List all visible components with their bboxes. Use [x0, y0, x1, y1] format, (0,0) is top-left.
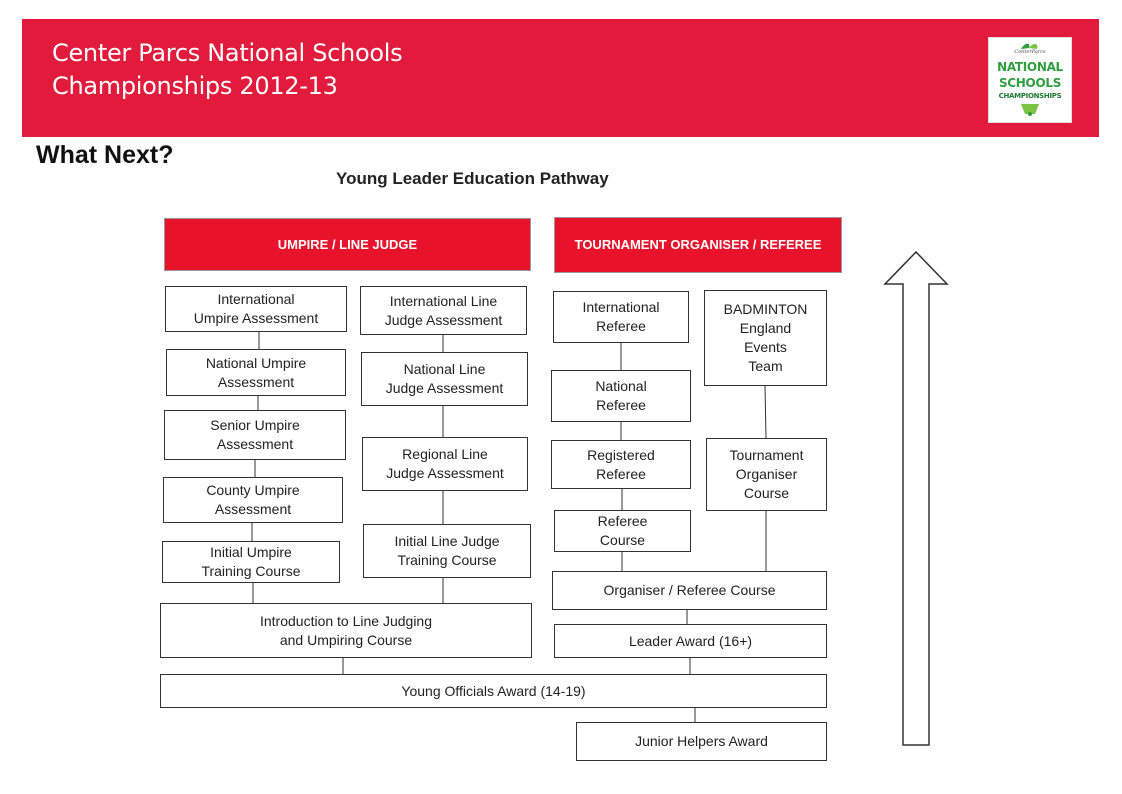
box-label: National Line Judge Assessment [385, 361, 504, 396]
box-leader-award [554, 624, 827, 658]
box-label: Initial Line Judge Training Course [394, 533, 500, 568]
box-label: Young Officials Award (14-19) [401, 682, 586, 699]
box-initial-umpire [162, 541, 340, 583]
header-tournament-organiser [554, 217, 842, 273]
box-label: Senior Umpire Assessment [210, 417, 300, 452]
box-label: Referee Course [597, 513, 648, 548]
box-label: Introduction to Line Judging and Umpiring Course [259, 612, 432, 648]
box-referee-course [554, 510, 691, 552]
box-tournament-organiser-course [706, 438, 827, 511]
box-label: National Umpire Assessment [205, 354, 307, 390]
box-label: Registered Referee [587, 446, 655, 482]
box-label: National Referee [595, 378, 647, 413]
box-initial-line-judge [363, 524, 531, 578]
box-label: Organiser / Referee Course [603, 582, 776, 598]
box-county-umpire [163, 477, 343, 523]
box-international-referee [553, 291, 689, 343]
banner-title-line1: Center Parcs National Schools [52, 39, 403, 67]
box-registered-referee [551, 440, 691, 489]
box-national-referee [551, 370, 691, 422]
box-young-officials-award [160, 674, 827, 708]
box-regional-line-judge [362, 437, 528, 491]
box-label: International Line Judge Assessment [384, 292, 503, 328]
up-arrow-icon [885, 252, 947, 745]
box-badminton-england [704, 290, 827, 386]
box-junior-helpers-award [576, 722, 827, 761]
box-label: Junior Helpers Award [635, 733, 768, 749]
box-label: Leader Award (16+) [628, 632, 753, 649]
box-organiser-referee-course [552, 571, 827, 610]
box-label: International Umpire Assessment [193, 291, 319, 326]
box-international-umpire [165, 286, 347, 332]
logo-word-national: NATIONAL [997, 60, 1063, 74]
logo-word-schools: SCHOOLS [998, 76, 1062, 90]
box-label: Regional Line Judge Assessment [386, 446, 504, 481]
diagram-title: Young Leader Education Pathway [336, 169, 609, 188]
header-tournament-label: TOURNAMENT ORGANISER / REFEREE [574, 237, 822, 252]
box-label: BADMINTON England Events Team [723, 301, 808, 374]
banner-title-line2: Championships 2012-13 [52, 72, 338, 100]
box-national-line-judge [361, 352, 528, 406]
box-national-umpire [166, 349, 346, 396]
box-intro-course [160, 603, 532, 658]
header-umpire-line-judge [164, 218, 531, 271]
box-label: Initial Umpire Training Course [201, 544, 301, 579]
box-label: County Umpire Assessment [206, 482, 300, 517]
logo-word-championships: CHAMPIONSHIPS [998, 92, 1062, 100]
logo-brand: CenterParcs [1014, 49, 1046, 55]
page-heading: What Next? [36, 141, 174, 169]
box-label: International Referee [582, 299, 660, 334]
box-senior-umpire [164, 410, 346, 460]
header-umpire-label: UMPIRE / LINE JUDGE [277, 236, 418, 252]
box-international-line-judge [360, 286, 527, 335]
box-label: Tournament Organiser Course [729, 447, 804, 501]
